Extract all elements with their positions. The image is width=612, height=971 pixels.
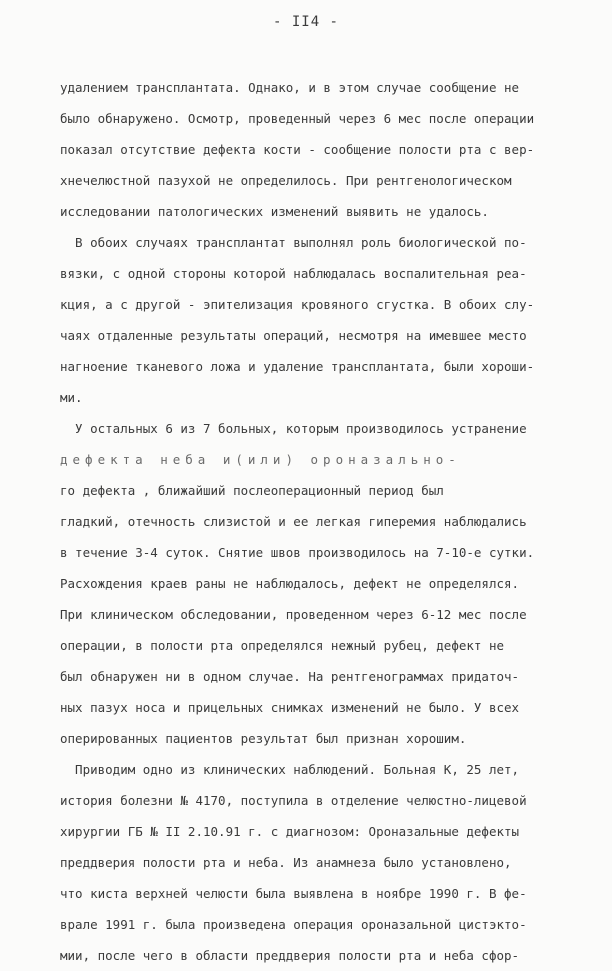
- text-line: вязки, с одной стороны которой наблюдалась воспалительная реа-: [60, 266, 527, 281]
- text-line: хирургии ГБ № II 2.10.91 г. с диагнозом: Ороназальные дефекты: [60, 824, 520, 839]
- text-line: При клиническом обследовании, проведенном через 6-12 мес после: [60, 607, 527, 622]
- text-line: нагноение тканевого ложа и удаление трансплантата, были хороши-: [60, 359, 535, 374]
- text-line: мии, после чего в области преддверия полости рта и неба сфор-: [60, 948, 520, 963]
- text-line: оперированных пациентов результат был признан хорошим.: [60, 731, 467, 746]
- text-line: ми.: [60, 390, 83, 405]
- text-line: ных пазух носа и прицельных снимках изменений не было. У всех: [60, 700, 520, 715]
- text-line: гладкий, отечность слизистой и ее легкая гиперемия наблюдались: [60, 514, 527, 529]
- text-line: показал отсутствие дефекта кости - сообщение полости рта с вер-: [60, 142, 535, 157]
- page-number: - II4 -: [272, 14, 339, 30]
- paragraph-4: [60, 754, 580, 971]
- text-line: Приводим одно из клинических наблюдений. Больная К, 25 лет,: [60, 762, 520, 777]
- text-line: история болезни № 4170, поступила в отделение челюстно-лицевой: [60, 793, 527, 808]
- text-line: был обнаружен ни в одном случае. На рентгенограммах придаточ-: [60, 669, 520, 684]
- text-line: чаях отдаленные результаты операций, несмотря на имевшее место: [60, 328, 527, 343]
- text-line: удалением трансплантата. Однако, и в этом случае сообщение не: [60, 80, 520, 95]
- text-line: В обоих случаях трансплантат выполнял роль биологической по-: [60, 235, 527, 250]
- paragraph-2: [60, 227, 580, 413]
- spaced-text-line: дефекта неба и(или) ороназально-: [60, 452, 461, 467]
- text-line: врале 1991 г. была произведена операция ороназальной цистэкто-: [60, 917, 527, 932]
- text-line: операции, в полости рта определялся нежный рубец, дефект не: [60, 638, 505, 653]
- text-line: Расхождения краев раны не наблюдалось, дефект не определялся.: [60, 576, 520, 591]
- text-line: кция, а с другой - эпителизация кровяного сгустка. В обоих слу-: [60, 297, 535, 312]
- text-line: У остальных 6 из 7 больных, которым производилось устранение: [60, 421, 527, 436]
- text-line: преддверия полости рта и неба. Из анамнеза было установлено,: [60, 855, 512, 870]
- paragraph-1: [60, 72, 580, 227]
- text-line: в течение 3-4 суток. Снятие швов производилось на 7-10-е сутки.: [60, 545, 535, 560]
- text-line: хнечелюстной пазухой не определилось. При рентгенологическом: [60, 173, 512, 188]
- text-line: го дефекта , ближайший послеоперационный период был: [60, 483, 444, 498]
- text-line: что киста верхней челюсти была выявлена в ноябре 1990 г. В фе-: [60, 886, 527, 901]
- text-line: было обнаружено. Осмотр, проведенный через 6 мес после операции: [60, 111, 535, 126]
- body-text: [60, 72, 580, 971]
- text-line: исследовании патологических изменений выявить не удалось.: [60, 204, 489, 219]
- paragraph-3: [60, 413, 580, 754]
